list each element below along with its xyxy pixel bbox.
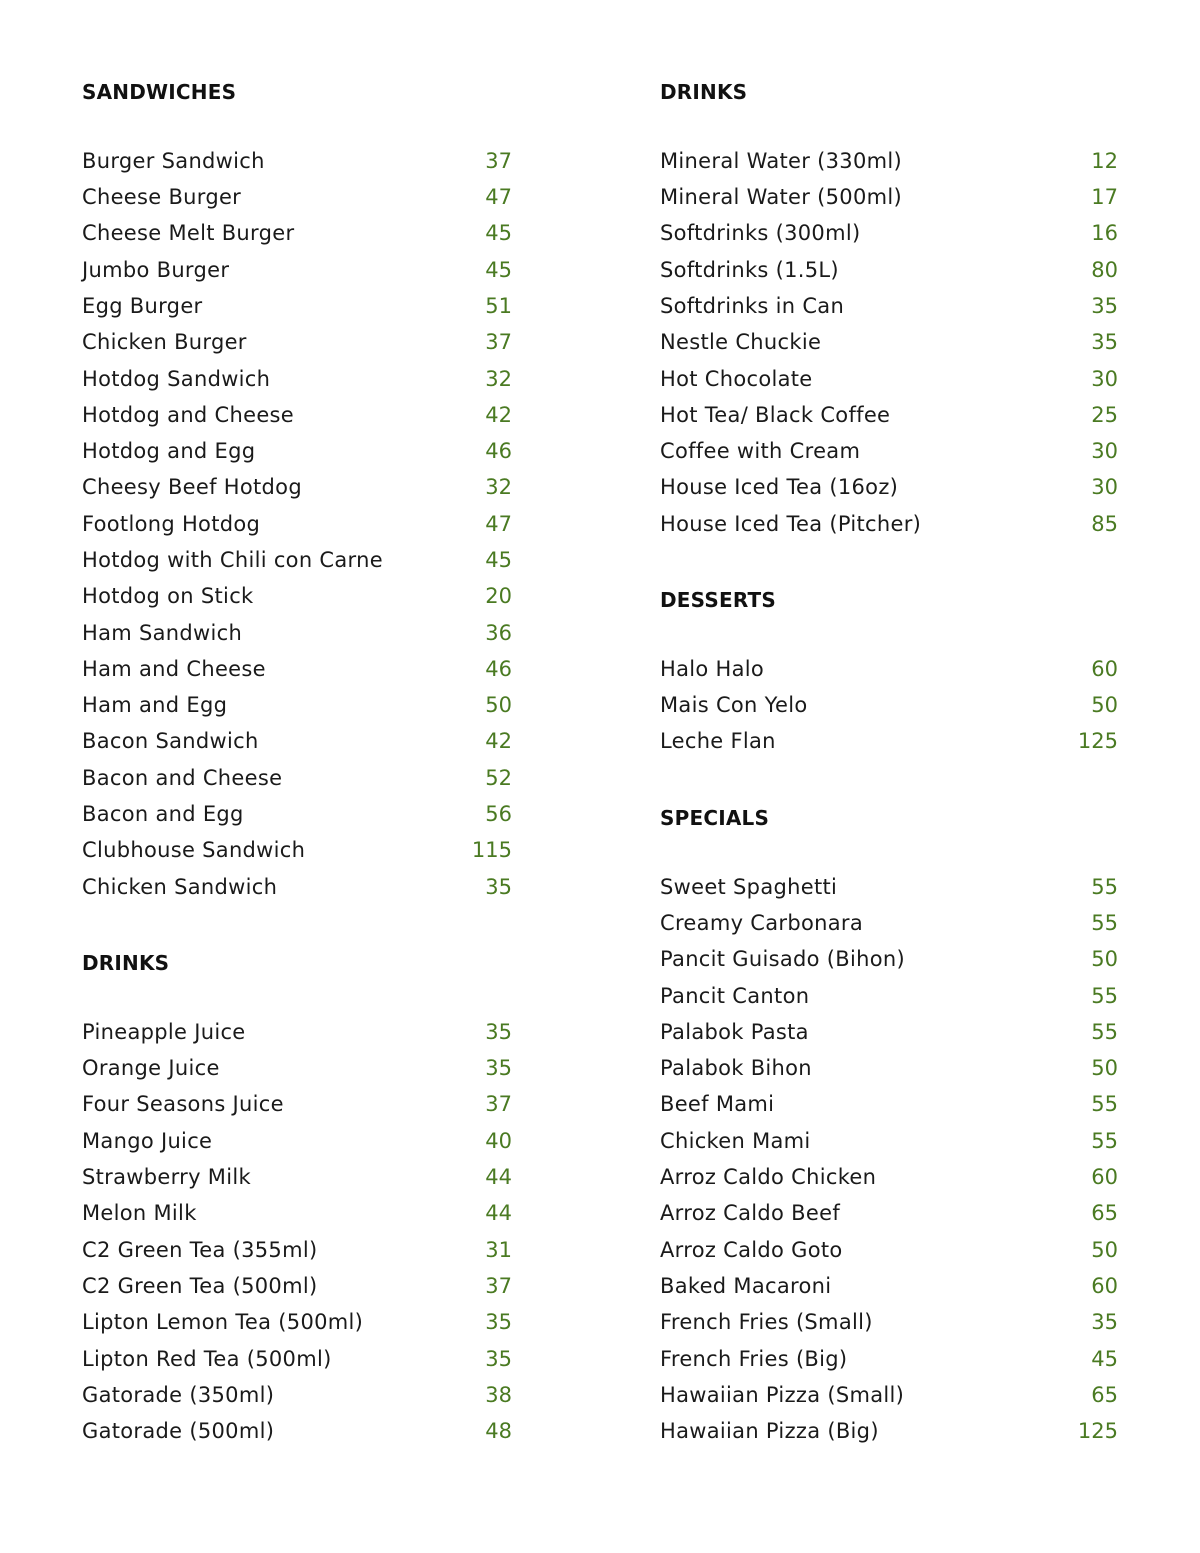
menu-item	[82, 1268, 512, 1304]
menu-item-price: 35	[485, 1346, 512, 1371]
menu-item	[660, 869, 1118, 905]
menu-item	[82, 869, 512, 905]
menu-item-price: 25	[1091, 402, 1118, 427]
menu-item-name: Hot Tea/ Black Coffee	[660, 402, 891, 427]
menu-item-name: Ham Sandwich	[82, 620, 243, 645]
section-spacer	[82, 905, 512, 941]
menu-section-desserts	[660, 578, 1118, 759]
menu-item	[82, 1413, 512, 1449]
menu-item-price: 35	[485, 1310, 512, 1335]
section-spacer	[660, 542, 1118, 578]
menu-item-name: Softdrinks (1.5L)	[660, 257, 839, 282]
menu-item-price: 35	[485, 874, 512, 899]
menu-section-drinks	[82, 941, 512, 1449]
menu-item	[660, 360, 1118, 396]
menu-item-price: 38	[485, 1382, 512, 1407]
menu-item-name: Chicken Mami	[660, 1128, 811, 1153]
menu-item	[82, 1050, 512, 1086]
menu-item-name: Ham and Egg	[82, 693, 228, 718]
menu-item-price: 44	[485, 1201, 512, 1226]
menu-item	[82, 1014, 512, 1050]
menu-item-price: 35	[1091, 330, 1118, 355]
menu-item-price: 60	[1091, 656, 1118, 681]
menu-item-price: 32	[485, 366, 512, 391]
menu-item-name: Mineral Water (330ml)	[660, 148, 903, 173]
menu-column-left	[82, 70, 512, 1449]
menu-item-name: House Iced Tea (Pitcher)	[660, 511, 922, 536]
menu-item	[82, 251, 512, 287]
menu-item	[82, 614, 512, 650]
menu-item-list	[82, 1014, 512, 1450]
menu-item-list	[660, 651, 1118, 760]
menu-item-price: 50	[1091, 693, 1118, 718]
menu-item	[82, 360, 512, 396]
menu-item-price: 35	[1091, 293, 1118, 318]
menu-item	[660, 179, 1118, 215]
menu-item-name: Chicken Burger	[82, 330, 247, 355]
menu-item-price: 50	[485, 693, 512, 718]
menu-item-name: Gatorade (350ml)	[82, 1382, 275, 1407]
menu-item-name: Bacon and Cheese	[82, 765, 283, 790]
menu-item-price: 45	[1091, 1346, 1118, 1371]
menu-item-price: 55	[1091, 1092, 1118, 1117]
menu-section-sandwiches	[82, 70, 512, 905]
menu-section-specials	[660, 796, 1118, 1449]
menu-item	[82, 1304, 512, 1340]
menu-item-price: 42	[485, 402, 512, 427]
menu-item	[82, 215, 512, 251]
menu-item	[660, 288, 1118, 324]
menu-item	[82, 542, 512, 578]
menu-item	[660, 1086, 1118, 1122]
menu-item-price: 45	[485, 257, 512, 282]
menu-item-price: 55	[1091, 1019, 1118, 1044]
menu-item	[660, 1014, 1118, 1050]
section-title: DRINKS	[660, 80, 748, 104]
menu-item-price: 45	[485, 221, 512, 246]
menu-item	[82, 179, 512, 215]
menu-item-price: 50	[1091, 1056, 1118, 1081]
menu-item-name: Palabok Pasta	[660, 1019, 809, 1044]
menu-item-price: 60	[1091, 1165, 1118, 1190]
menu-item-price: 125	[1077, 729, 1118, 754]
menu-item	[82, 506, 512, 542]
menu-item	[82, 796, 512, 832]
menu-column-right	[660, 70, 1118, 1449]
menu-item-name: Softdrinks (300ml)	[660, 221, 861, 246]
menu-item-price: 65	[1091, 1201, 1118, 1226]
menu-item-name: C2 Green Tea (500ml)	[82, 1273, 318, 1298]
menu-item	[82, 397, 512, 433]
menu-item-name: Hot Chocolate	[660, 366, 813, 391]
menu-item-name: Creamy Carbonara	[660, 910, 864, 935]
menu-item	[660, 1159, 1118, 1195]
menu-item	[660, 143, 1118, 179]
menu-item-price: 30	[1091, 366, 1118, 391]
menu-item-name: Halo Halo	[660, 656, 765, 681]
menu-item-price: 60	[1091, 1273, 1118, 1298]
menu-item-price: 125	[1077, 1419, 1118, 1444]
menu-item	[660, 215, 1118, 251]
menu-item-name: Hawaiian Pizza (Big)	[660, 1419, 879, 1444]
menu-item	[82, 1377, 512, 1413]
menu-item-name: Arroz Caldo Chicken	[660, 1165, 877, 1190]
menu-item	[660, 687, 1118, 723]
menu-item	[660, 433, 1118, 469]
menu-item	[660, 397, 1118, 433]
menu-item	[82, 760, 512, 796]
menu-item-price: 52	[485, 765, 512, 790]
menu-item-price: 55	[1091, 910, 1118, 935]
menu-item-price: 56	[485, 802, 512, 827]
menu-item	[660, 324, 1118, 360]
menu-item-price: 30	[1091, 475, 1118, 500]
menu-item-price: 35	[485, 1019, 512, 1044]
menu-item-name: Gatorade (500ml)	[82, 1419, 275, 1444]
menu-item-price: 44	[485, 1165, 512, 1190]
section-title: SANDWICHES	[82, 80, 237, 104]
menu-item-name: Cheesy Beef Hotdog	[82, 475, 302, 500]
menu-item-price: 45	[485, 548, 512, 572]
menu-item	[660, 1232, 1118, 1268]
menu-item-price: 30	[1091, 439, 1118, 464]
section-title: DESSERTS	[660, 588, 776, 613]
menu-item-name: Softdrinks in Can	[660, 293, 845, 318]
section-title: DRINKS	[82, 951, 170, 976]
menu-item-name: Pancit Guisado (Bihon)	[660, 947, 905, 972]
menu-item-price: 17	[1091, 185, 1118, 210]
menu-item-price: 55	[1091, 1128, 1118, 1153]
menu-item-price: 37	[485, 1092, 512, 1117]
menu-item-price: 37	[485, 148, 512, 173]
menu-item-price: 40	[485, 1128, 512, 1153]
menu-item	[660, 1340, 1118, 1376]
menu-item-list	[660, 869, 1118, 1450]
menu-item-price: 47	[485, 185, 512, 210]
menu-item-price: 46	[485, 656, 512, 681]
menu-item	[660, 723, 1118, 759]
menu-item	[82, 1086, 512, 1122]
menu-item-price: 48	[485, 1419, 512, 1444]
menu-item-price: 50	[1091, 947, 1118, 972]
menu-item-name: French Fries (Small)	[660, 1310, 873, 1335]
menu-item	[82, 1159, 512, 1195]
menu-item-name: Strawberry Milk	[82, 1165, 251, 1190]
menu-item-price: 37	[485, 330, 512, 355]
menu-item-name: Hotdog and Egg	[82, 439, 256, 464]
menu-item-name: Baked Macaroni	[660, 1273, 832, 1298]
menu-item	[660, 1304, 1118, 1340]
menu-item-price: 55	[1091, 874, 1118, 899]
menu-item-name: Hotdog with Chili con Carne	[82, 548, 383, 572]
menu-item-name: Arroz Caldo Goto	[660, 1237, 843, 1262]
menu-item	[660, 1123, 1118, 1159]
menu-item-name: Mango Juice	[82, 1128, 213, 1153]
menu-item	[660, 651, 1118, 687]
menu-item-price: 35	[1091, 1310, 1118, 1335]
menu-item	[660, 469, 1118, 505]
menu-item-name: Four Seasons Juice	[82, 1092, 284, 1117]
menu-item-name: Hawaiian Pizza (Small)	[660, 1382, 905, 1407]
menu-item-name: Arroz Caldo Beef	[660, 1201, 841, 1226]
menu-item	[82, 832, 512, 868]
menu-item-name: Palabok Bihon	[660, 1056, 812, 1081]
menu-item	[82, 433, 512, 469]
section-title: SPECIALS	[660, 805, 770, 830]
menu-item	[82, 143, 512, 179]
menu-item-price: 42	[485, 729, 512, 754]
menu-item-name: Egg Burger	[82, 293, 203, 318]
menu-item-name: Bacon and Egg	[82, 802, 244, 827]
menu-item-price: 80	[1091, 257, 1118, 282]
menu-item-name: Burger Sandwich	[82, 148, 265, 173]
menu-item-name: Lipton Lemon Tea (500ml)	[82, 1310, 364, 1335]
menu-item-price: 32	[485, 475, 512, 500]
menu-item-price: 50	[1091, 1237, 1118, 1262]
menu-item	[82, 723, 512, 759]
menu-item-price: 12	[1091, 148, 1118, 173]
menu-item	[660, 251, 1118, 287]
menu-item-name: Lipton Red Tea (500ml)	[82, 1346, 332, 1371]
menu-item	[660, 1195, 1118, 1231]
menu-item-price: 16	[1091, 221, 1118, 246]
menu-item-name: Coffee with Cream	[660, 439, 861, 464]
menu-item	[82, 288, 512, 324]
menu-item	[660, 977, 1118, 1013]
menu-item	[660, 905, 1118, 941]
menu-item-name: Hotdog and Cheese	[82, 402, 295, 427]
menu-item-name: Pineapple Juice	[82, 1019, 246, 1044]
menu-item-name: Nestle Chuckie	[660, 330, 822, 355]
menu-item-list	[660, 143, 1118, 542]
menu-item-name: C2 Green Tea (355ml)	[82, 1237, 318, 1262]
menu-item	[82, 1123, 512, 1159]
section-spacer	[660, 760, 1118, 796]
menu-item	[82, 1232, 512, 1268]
menu-item-name: Hotdog Sandwich	[82, 366, 271, 391]
menu-item-name: Hotdog on Stick	[82, 584, 254, 609]
menu-item-name: Mais Con Yelo	[660, 693, 808, 718]
menu-item-name: Ham and Cheese	[82, 656, 266, 681]
menu-item	[82, 578, 512, 614]
menu-item-name: Jumbo Burger	[82, 257, 230, 282]
menu-item-price: 31	[485, 1237, 512, 1262]
menu-item-name: House Iced Tea (16oz)	[660, 475, 899, 500]
menu-item-name: Footlong Hotdog	[82, 511, 261, 536]
menu-item-name: French Fries (Big)	[660, 1346, 848, 1371]
menu-item-price: 35	[485, 1056, 512, 1081]
menu-item	[660, 1050, 1118, 1086]
menu-item-name: Cheese Melt Burger	[82, 221, 295, 246]
menu-item	[82, 651, 512, 687]
menu-item-name: Pancit Canton	[660, 983, 810, 1008]
menu-item	[660, 506, 1118, 542]
menu-item-name: Bacon Sandwich	[82, 729, 259, 754]
menu-item	[82, 687, 512, 723]
menu-item-name: Leche Flan	[660, 729, 776, 754]
menu-item-name: Mineral Water (500ml)	[660, 185, 903, 210]
menu-item-price: 85	[1091, 511, 1118, 536]
menu-item-name: Clubhouse Sandwich	[82, 838, 306, 863]
menu-item-price: 47	[485, 511, 512, 536]
menu-item	[82, 324, 512, 360]
menu-item-name: Sweet Spaghetti	[660, 874, 838, 899]
menu-item-price: 65	[1091, 1382, 1118, 1407]
menu-item	[82, 1340, 512, 1376]
menu-item-price: 20	[485, 584, 512, 609]
menu-item-price: 36	[485, 620, 512, 645]
menu-item-name: Cheese Burger	[82, 185, 242, 210]
menu-item-name: Beef Mami	[660, 1092, 775, 1117]
menu-item-name: Orange Juice	[82, 1056, 220, 1081]
menu-item	[660, 1268, 1118, 1304]
menu-item-price: 115	[471, 838, 512, 863]
menu-item	[82, 469, 512, 505]
menu-item-list	[82, 143, 512, 905]
menu-item-name: Chicken Sandwich	[82, 874, 278, 899]
menu-section-drinks	[660, 70, 1118, 542]
menu-item	[660, 1377, 1118, 1413]
menu-item	[660, 941, 1118, 977]
menu-item-name: Melon Milk	[82, 1201, 197, 1226]
menu-item-price: 37	[485, 1273, 512, 1298]
menu-item-price: 51	[485, 293, 512, 318]
menu-item-price: 46	[485, 439, 512, 464]
menu-item	[82, 1195, 512, 1231]
menu-item	[660, 1413, 1118, 1449]
menu-item-price: 55	[1091, 983, 1118, 1008]
